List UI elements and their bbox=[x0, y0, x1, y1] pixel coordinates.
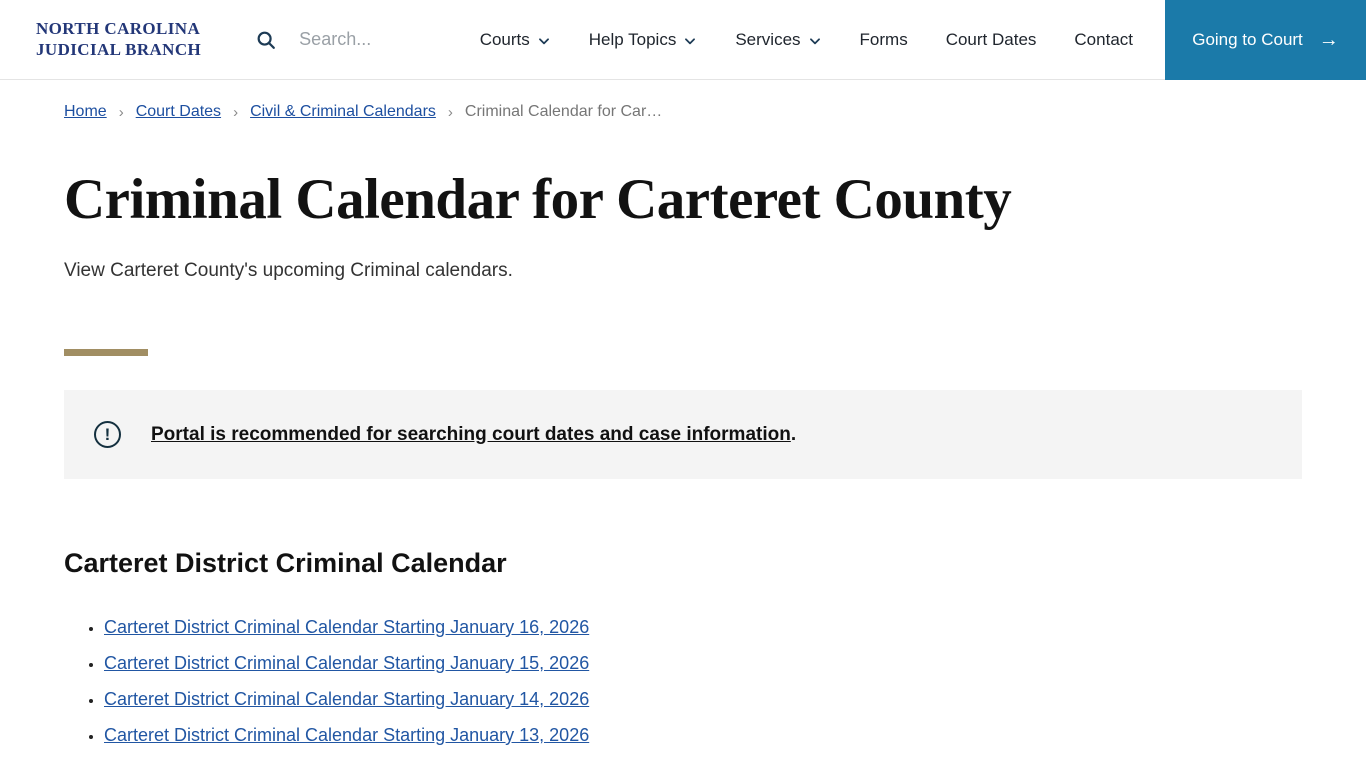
calendar-list-item bbox=[104, 689, 1302, 710]
calendar-list-item bbox=[104, 725, 1302, 746]
breadcrumb-item-4: Criminal Calendar for Car… bbox=[464, 103, 663, 120]
calendar-link[interactable]: Carteret District Criminal Calendar Starting January 16, 2026 bbox=[104, 617, 590, 637]
main-content bbox=[0, 167, 1366, 746]
nav-item-label: Forms bbox=[859, 29, 908, 49]
notice-suffix: . bbox=[790, 423, 797, 445]
site-logo[interactable] bbox=[36, 19, 201, 60]
nav-item-courts[interactable] bbox=[480, 30, 551, 50]
calendar-list-item bbox=[104, 617, 1302, 638]
main-nav bbox=[480, 30, 1133, 50]
breadcrumb bbox=[0, 80, 1366, 121]
site-header bbox=[0, 0, 1366, 80]
breadcrumb-item-3[interactable]: Civil & Criminal Calendars bbox=[250, 103, 436, 120]
page-subtitle: View Carteret County's upcoming Criminal calendars. bbox=[64, 260, 513, 281]
search-icon[interactable] bbox=[255, 29, 277, 51]
nav-item-contact[interactable] bbox=[1074, 30, 1133, 50]
search-input[interactable] bbox=[299, 29, 469, 50]
breadcrumb-separator: › bbox=[447, 103, 453, 121]
chevron-down-icon bbox=[683, 34, 697, 48]
breadcrumb-separator: › bbox=[118, 103, 124, 121]
accent-divider bbox=[64, 349, 148, 356]
logo-line-1: NORTH CAROLINA bbox=[36, 19, 201, 39]
going-to-court-button[interactable] bbox=[1165, 0, 1366, 80]
going-to-court-label: Going to Court bbox=[1192, 29, 1303, 49]
breadcrumb-separator: › bbox=[233, 103, 239, 121]
nav-item-label: Help Topics bbox=[588, 29, 677, 49]
search-area bbox=[255, 29, 480, 51]
alert-circle-icon: ! bbox=[94, 421, 121, 448]
page-title: Criminal Calendar for Carteret County bbox=[64, 168, 1012, 231]
nav-item-help-topics[interactable] bbox=[589, 30, 698, 50]
nav-item-services[interactable] bbox=[735, 30, 821, 50]
calendar-link[interactable]: Carteret District Criminal Calendar Starting January 14, 2026 bbox=[104, 689, 590, 709]
portal-link[interactable]: Portal is recommended for searching court dates and case information bbox=[151, 423, 791, 445]
chevron-down-icon bbox=[537, 34, 551, 48]
calendar-link[interactable]: Carteret District Criminal Calendar Starting January 13, 2026 bbox=[104, 725, 590, 745]
nav-item-forms[interactable] bbox=[860, 30, 908, 50]
nav-item-court-dates[interactable] bbox=[946, 30, 1037, 50]
breadcrumb-item-2[interactable]: Court Dates bbox=[135, 103, 222, 120]
logo-line-2: JUDICIAL BRANCH bbox=[36, 39, 202, 59]
section-heading: Carteret District Criminal Calendar bbox=[64, 548, 507, 578]
chevron-down-icon bbox=[808, 34, 822, 48]
calendar-link[interactable]: Carteret District Criminal Calendar Starting January 15, 2026 bbox=[104, 653, 590, 673]
notice-banner bbox=[64, 390, 1302, 479]
nav-item-label: Services bbox=[735, 29, 801, 49]
nav-item-label: Court Dates bbox=[945, 29, 1037, 49]
calendar-list-item bbox=[104, 653, 1302, 674]
nav-item-label: Courts bbox=[479, 29, 530, 49]
notice-text bbox=[151, 424, 796, 446]
breadcrumb-item-1[interactable]: Home bbox=[64, 103, 107, 120]
arrow-right-icon: → bbox=[1318, 28, 1339, 51]
calendar-link-list bbox=[64, 617, 1302, 746]
nav-item-label: Contact bbox=[1074, 29, 1133, 49]
